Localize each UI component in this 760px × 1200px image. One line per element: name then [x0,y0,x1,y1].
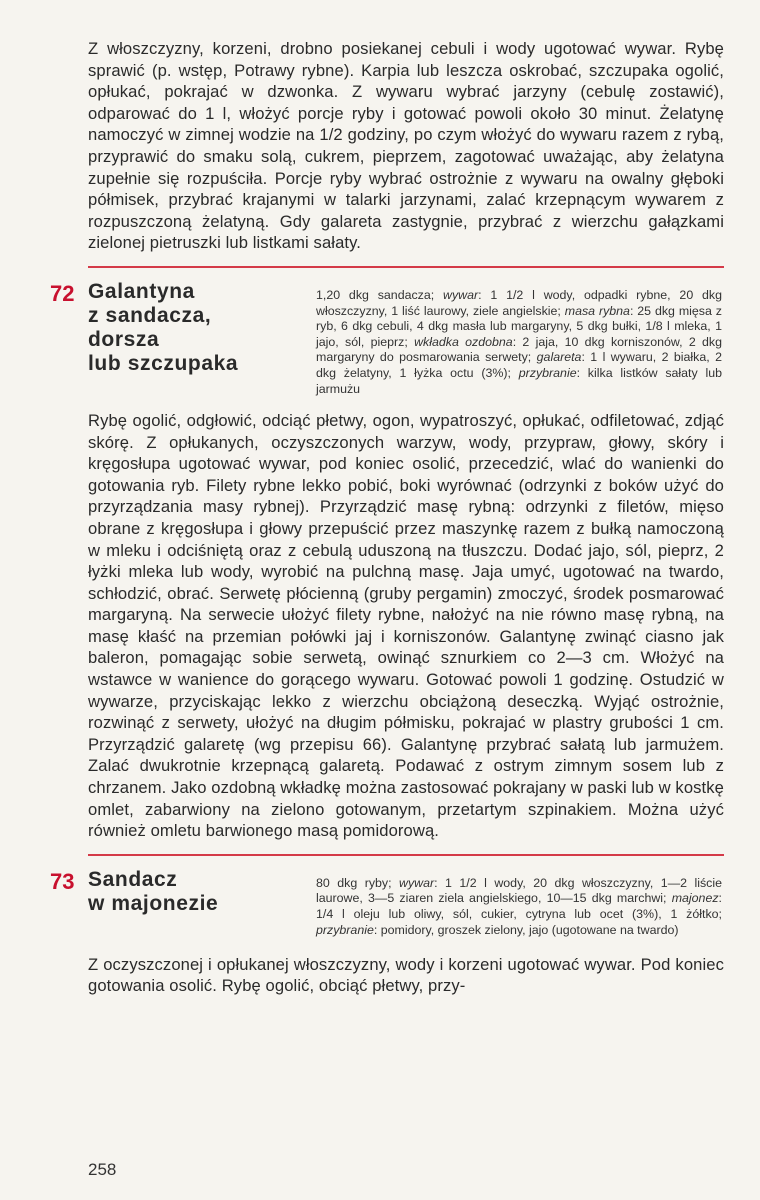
section-divider [88,266,724,268]
recipe-73-header [50,867,724,954]
ingredient-group-label: wywar [399,875,435,890]
ingredient-group-label: wywar [443,287,479,302]
ingredients-list [316,288,722,397]
ingredient-group-label: masa rybna [564,303,630,318]
recipe-title-line: z sandacza, [88,303,212,327]
ingredient-text: : 1 1/2 l wody, 20 dkg włoszczyzny, 1—2 liście laurowe, 3—5 ziaren ziela angielskiego, 10—15 dkg marchwi; [316,875,722,906]
ingredient-text: : 1 1/2 l wody, odpadki rybne, 20 dkg włoszczyzny, 1 liść laurowy, ziele angielskie; [316,287,723,318]
cookbook-page [50,38,724,997]
ingredient-text: 80 dkg ryby; [316,875,400,890]
page-number: 258 [88,1160,117,1179]
ingredient-text: : 25 dkg mięsa z ryb, 6 dkg cebuli, 4 dkg masła lub margaryny, 5 dkg bułki, 1/8 l mleka, 1 jajo, sól, pieprz; [316,303,722,349]
ingredient-text: : pomidory, groszek zielony, jajo (ugotowane na twardo) [373,922,679,937]
ingredient-text: 1,20 dkg sandacza; [316,287,444,302]
recipe-title-line: Sandacz [88,867,178,891]
recipe-73-method: Z oczyszczonej i opłukanej włoszczyzny, wody i korzeni ugotować wywar. Pod koniec gotowania osolić. Rybę ogolić, obciąć płetwy, przy- [88,954,724,996]
recipe-title-line: lub szczupaka [88,351,239,375]
recipe-title-line: w majonezie [88,891,219,915]
intro-paragraph: Z włoszczyzny, korzeni, drobno posiekanej cebuli i wody ugotować wywar. Rybę sprawić (p. wstęp, Potrawy rybne). Karpia lub leszcza oskrobać, szczupaka ogolić, opłukać, pokrajać w dzwonka. Z wywaru wybrać jarzyny (cebulę zostawić), odparować do 1 l, włożyć porcje ryby i gotować powoli około 30 minut. Żelatynę namoczyć w zimnej wodzie na 1/2 godziny, po czym włożyć do wywaru razem z rybą, przyprawić do smaku solą, cukrem, pieprzem, zagotować uważając, aby żelatyna zupełnie się rozpuściła. Porcje ryby wybrać ostrożnie z wywaru na owalny głęboki półmisek, przybrać krajanymi w talarki jarzynami, zalać krzepnącym wywarem z rozpuszczoną żelatyną. Gdy galareta zastygnie, przybrać z wierzchu gałązkami zielonej pietruszki lub listkami sałaty. [88,39,724,253]
ingredient-group-label: majonez [671,891,719,906]
ingredient-text: : 1/4 l oleju lub oliwy, sól, cukier, cytryna lub ocet (3%), 1 żółtko; [316,891,722,921]
recipe-title [88,868,308,916]
recipe-number: 72 [50,280,75,306]
recipe-title-line: dorsza [88,327,160,351]
ingredients-list [316,876,722,938]
ingredient-group-label: przybranie [316,922,374,937]
recipe-72-method: Rybę ogolić, odgłowić, odciąć płetwy, ogon, wypatroszyć, opłukać, odfiletować, zdjąć skórę. Z opłukanych, oczyszczonych warzyw, wody, przypraw, głowy, skóry i kręgosłupa ugotować wywar, pod koniec osolić, przecedzić, wlać do wanienki do gotowania ryb. Filety rybne lekko pobić, boki wyrównać (odrzynki z boków użyć do przyrządzania masy rybnej). Przyrządzić masę rybną: odrzynki z filetów, mięso obrane z kręgosłupa i głowy przepuścić przez maszynkę razem z bułką namoczoną w mleku i odciśniętą oraz z cebulą uduszoną na tłuszczu. Dodać jajo, sól, pieprz, 2 łyżki mleka lub wody, wyrobić na pulchną masę. Jaja umyć, ugotować na twardo, schłodzić, obrać. Serwetę płócienną (gruby pergamin) zmoczyć, środek posmarować margaryną. Na serwecie ułożyć filety rybne, nałożyć na nie równo masę rybną, na masę kłaść na przemian połówki jaj i korniszonów. Galantynę zwinąć ciasno jak baleron, pomagając sobie serwetą, owinąć sznurkiem co 2—3 cm. Włożyć na wstawce w wanience do gorącego wywaru. Gotować powoli 1 godzinę. Ostudzić w wywarze, przyciskając lekko z wierzchu obciążoną deseczką. Wyjąć ostrożnie, rozwinąć z serwety, ułożyć na długim półmisku, pokrajać w plastry grubości 1 cm. Przyrządzić galaretę (wg przepisu 66). Galantynę przybrać sałatą lub jarmużem. Zalać dwukrotnie krzepnącą galaretą. Podawać z ostrym zimnym sosem lub z chrzanem. Jako ozdobną wkładkę można zastosować pokrajany w paski lub w kostkę omlet, zabarwiony na zielono gotowanym, przetartym szpinakiem. Można użyć również omletu barwionego masą pomidorową. [88,410,724,841]
recipe-title-line: Galantyna [88,279,195,303]
recipe-number: 73 [50,868,75,894]
section-divider [88,854,724,856]
ingredient-text: : 2 jaja, 10 dkg korniszonów, 2 dkg margaryny do posmarowania serwety; [316,334,723,365]
ingredient-group-label: przybranie [518,365,577,380]
ingredient-group-label: wkładka ozdobna [414,334,513,349]
recipe-title [88,280,308,376]
ingredient-text: : kilka listków sałaty lub jarmużu [316,365,722,396]
recipe-72-header [50,279,724,410]
ingredient-group-label: galareta [536,350,582,365]
ingredient-text: : 1 l wywaru, 2 białka, 2 dkg żelatyny, 1 łyżka octu (3%); [316,350,722,380]
